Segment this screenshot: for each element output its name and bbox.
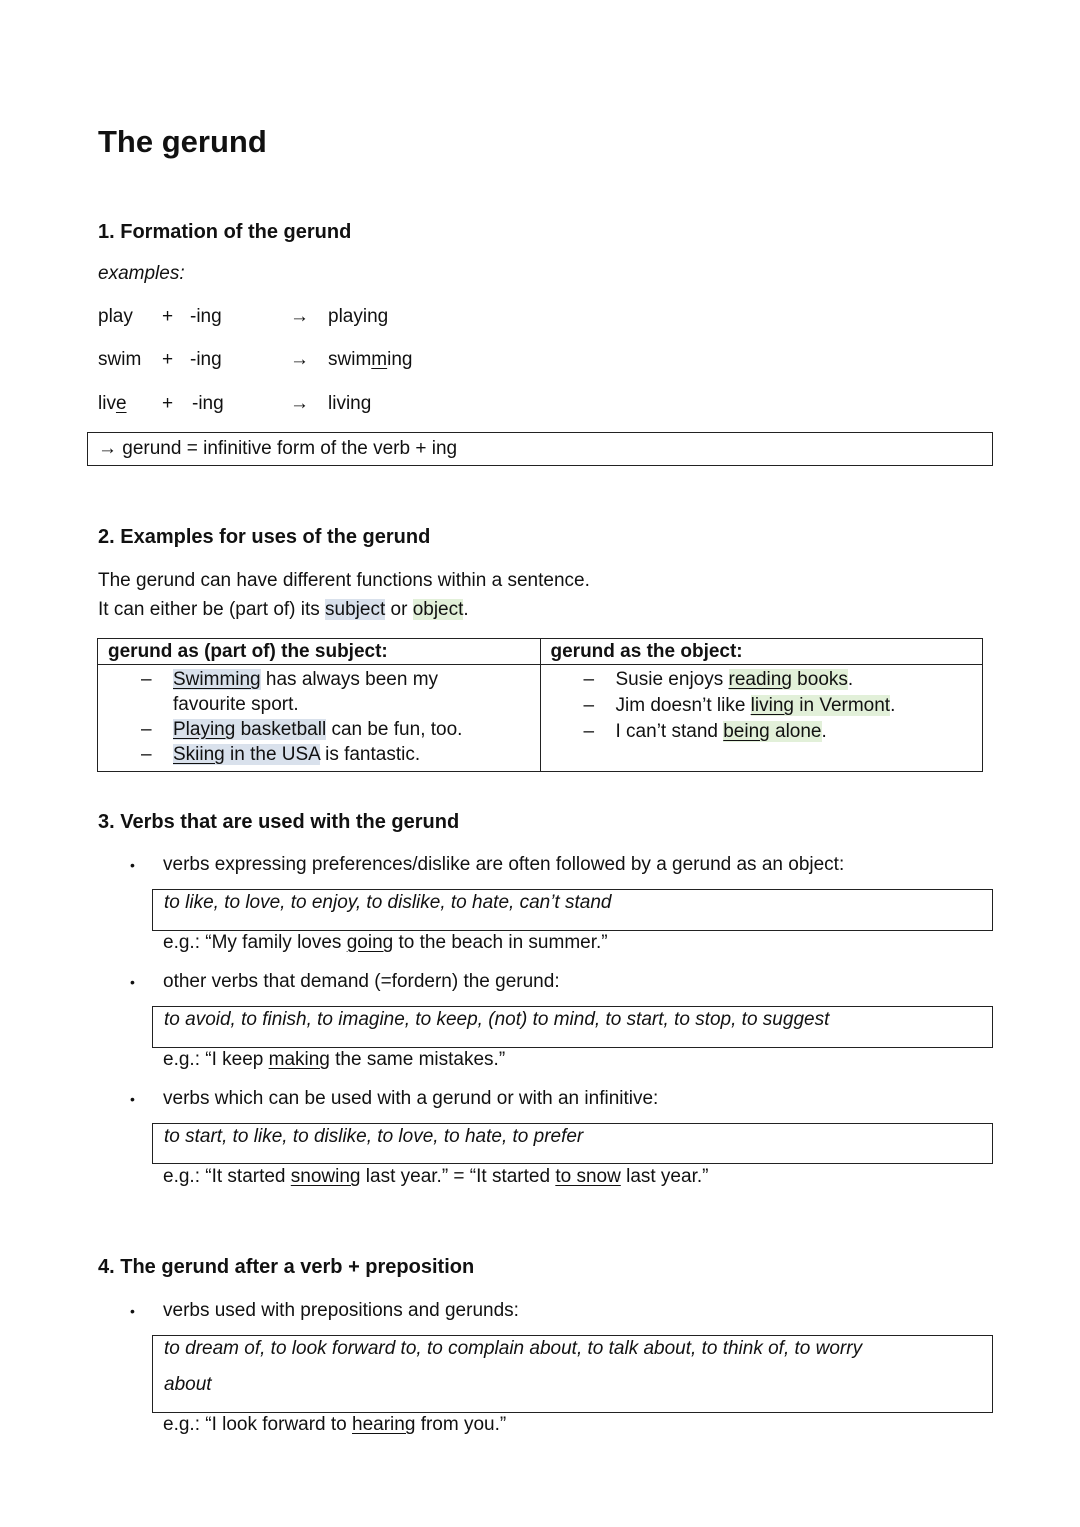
suffix: -ing: [190, 306, 222, 327]
gerund-word: Swimming: [173, 669, 261, 690]
verb-list-box-4: [152, 1335, 993, 1413]
plus-sign: +: [162, 393, 174, 414]
section-4-heading: 4. The gerund after a verb + preposition: [98, 1256, 475, 1278]
section-2-heading: 2. Examples for uses of the gerund: [98, 526, 431, 548]
verb-list: to like, to love, to enjoy, to dislike, to hate, can’t stand: [164, 892, 612, 913]
sentence-end: .: [821, 721, 827, 742]
verb-list-box-3: [152, 1123, 993, 1164]
intro-line-2: [98, 598, 469, 622]
result-stem: swim: [328, 349, 372, 370]
example-text: to the beach in summer.”: [393, 932, 608, 953]
result: playing: [328, 306, 389, 327]
group-1-example: [163, 931, 608, 955]
sentence-start: I can’t stand: [615, 721, 724, 742]
sentence-end: .: [847, 669, 854, 690]
verb-list-line-2: about: [164, 1374, 212, 1395]
verb-list-box-1: [152, 889, 993, 931]
highlighted-phrase: basketball: [235, 719, 327, 740]
sentence-start: Jim doesn’t like: [615, 695, 751, 716]
list-item: [98, 717, 540, 742]
highlighted-phrase: books: [791, 669, 848, 690]
intro-text: .: [463, 599, 469, 620]
section-3-heading: 3. Verbs that are used with the gerund: [98, 811, 460, 833]
verb-list: to start, to like, to dislike, to love, to hate, to prefer: [164, 1126, 584, 1147]
intro-text: It can either be (part of) its: [98, 599, 326, 620]
verb-list: to avoid, to finish, to imagine, to keep, (not) to mind, to start, to stop, to suggest: [164, 1009, 830, 1030]
example-text: last year.”: [620, 1166, 709, 1187]
gerund-word: living: [750, 695, 794, 716]
arrow-icon: →: [290, 393, 309, 414]
gerund-word: snowing: [290, 1166, 361, 1187]
examples-label: examples:: [98, 263, 185, 284]
infinitive-phrase: to snow: [555, 1166, 621, 1187]
gerund-word: going: [346, 932, 394, 953]
example-text: last year.” = “It started: [360, 1166, 556, 1187]
sentence-end: .: [890, 695, 896, 716]
list-item: [98, 667, 540, 717]
intro-line-1: The gerund can have different functions within a sentence.: [98, 570, 590, 591]
example-text: from you.”: [415, 1414, 507, 1435]
gerund-word: hearing: [352, 1414, 416, 1435]
sentence-start: Susie enjoys: [615, 669, 729, 690]
object-examples-cell: [540, 665, 983, 772]
bullet-icon: •: [130, 857, 135, 873]
object-term: object: [412, 599, 464, 620]
verb-list-box-2: [152, 1006, 993, 1048]
arrow-icon: →: [290, 349, 309, 370]
sentence-rest: is fantastic.: [319, 744, 421, 765]
group-2-example: [163, 1048, 505, 1072]
result: [328, 348, 412, 372]
highlighted-phrase: in Vermont: [793, 695, 891, 716]
intro-text: or: [385, 599, 413, 620]
suffix: -ing: [192, 393, 224, 414]
section-4-intro: verbs used with prepositions and gerunds:: [163, 1300, 519, 1321]
sentence-rest: has always been my favourite sport.: [173, 669, 439, 715]
group-1-intro: verbs expressing preferences/dislike are often followed by a gerund as an object:: [163, 854, 845, 875]
result-suffix: ing: [387, 349, 413, 370]
col-header-subject: gerund as (part of) the subject:: [98, 639, 541, 665]
subject-examples-cell: [98, 665, 541, 772]
bullet-icon: •: [130, 1303, 135, 1319]
example-text: the same mistakes.”: [329, 1049, 506, 1070]
list-item: [541, 719, 983, 745]
section-4-example: [163, 1413, 506, 1437]
section-1-heading: 1. Formation of the gerund: [98, 221, 352, 243]
example-text: e.g.: “I keep: [163, 1049, 269, 1070]
page-title: The gerund: [98, 124, 267, 159]
group-3-intro: verbs which can be used with a gerund or with an infinitive:: [163, 1088, 659, 1109]
gerund-word: making: [268, 1049, 330, 1070]
list-item: [541, 693, 983, 719]
gerund-word: Skiing: [173, 744, 225, 765]
verb: live: [98, 393, 127, 414]
plus-sign: +: [162, 349, 174, 370]
example-text: e.g.: “I look forward to: [163, 1414, 353, 1435]
gerund-word: Playing: [173, 719, 236, 740]
bullet-icon: •: [130, 974, 135, 990]
result: living: [328, 393, 372, 414]
sentence-rest: can be fun, too.: [326, 719, 463, 740]
gerund-word: reading: [728, 669, 792, 690]
list-item: [541, 667, 983, 693]
example-text: e.g.: “My family loves: [163, 932, 347, 953]
highlighted-phrase: in the USA: [224, 744, 320, 765]
doubled-consonant: m: [371, 349, 388, 370]
verb: swim: [98, 349, 142, 370]
group-3-example: [163, 1165, 708, 1189]
col-header-object: gerund as the object:: [540, 639, 983, 665]
list-item: [98, 742, 540, 767]
arrow-icon: →: [290, 306, 309, 327]
suffix: -ing: [190, 349, 222, 370]
rule-box: [87, 432, 993, 466]
bullet-icon: •: [130, 1091, 135, 1107]
rule-text: → gerund = infinitive form of the verb + ing: [98, 438, 458, 459]
subject-term: subject: [325, 599, 386, 620]
gerund-word: being: [723, 721, 770, 742]
verb-list-line-1: to dream of, to look forward to, to complain about, to talk about, to think of, to worry: [164, 1338, 863, 1359]
group-2-intro: other verbs that demand (=fordern) the gerund:: [163, 971, 560, 992]
highlighted-phrase: alone: [769, 721, 822, 742]
verb: play: [98, 306, 133, 327]
example-text: e.g.: “It started: [163, 1166, 291, 1187]
plus-sign: +: [162, 306, 174, 327]
gerund-uses-table: [97, 638, 983, 772]
